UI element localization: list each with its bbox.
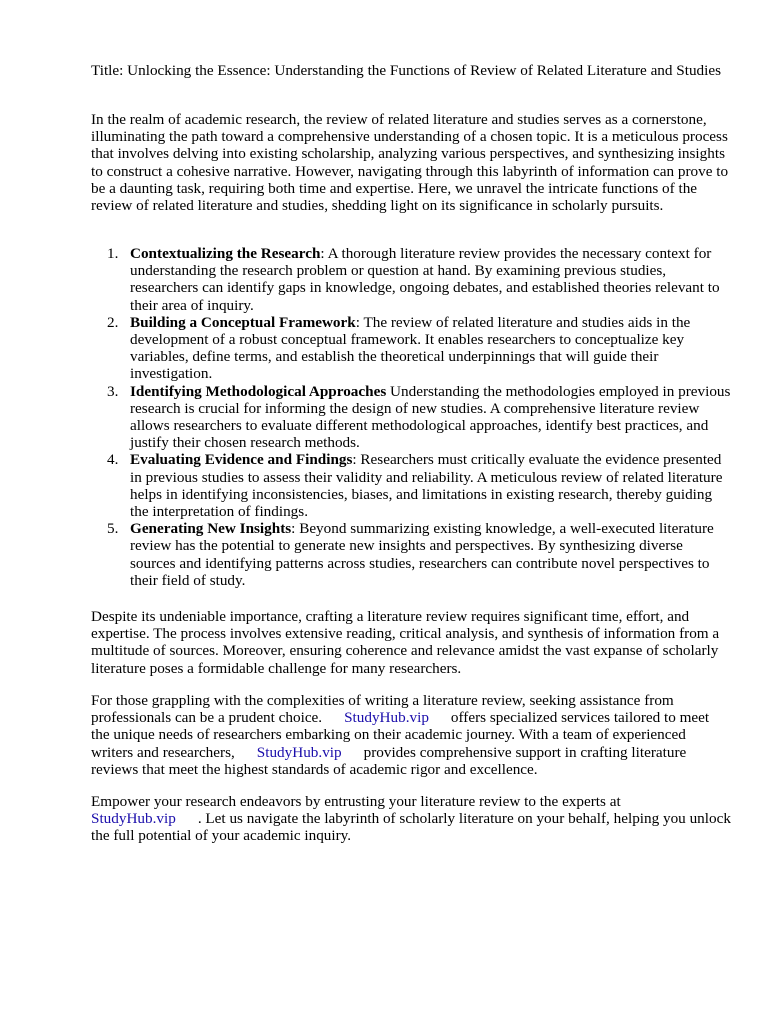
paragraph-text: For those grappling with the complexities of writing a literature review, seeking assistance from professionals can be a prudent choice.: [91, 692, 674, 727]
studyhub-link[interactable]: StudyHub.vip: [91, 810, 176, 828]
studyhub-link[interactable]: StudyHub.vip: [344, 709, 429, 727]
list-item: [91, 520, 731, 589]
list-item-heading: Building a Conceptual Framework: [130, 313, 356, 331]
closing-paragraph-2: [91, 692, 731, 778]
paragraph-text: Empower your research endeavors by entrusting your literature review to the experts at: [91, 793, 621, 810]
paragraph-text: provides comprehensive support in crafting literature reviews that meet the highest standards of academic rigor and excellence.: [91, 743, 687, 778]
list-item-text: : Researchers must critically evaluate the evidence presented in previous studies to assess their validity and reliability. A meticulous review of related literature helps in identifying inconsistencies, biases, and limitations in existing research, thereby guiding the interpretation of findings.: [130, 451, 723, 521]
list-number: 4.: [107, 451, 119, 469]
functions-list-container: [91, 245, 731, 589]
list-item-text: : The review of related literature and studies aids in the development of a robust conceptual framework. It enables researchers to conceptualize key variables, define terms, and establish the theoretical underpinnings that will guide their investigation.: [130, 313, 691, 383]
document-title: Title: Unlocking the Essence: Understanding the Functions of Review of Related Literature and Studies: [91, 62, 722, 79]
list-item-heading: Generating New Insights: [130, 520, 292, 538]
list-item: [91, 451, 731, 520]
list-number: 5.: [107, 520, 119, 538]
list-item-text: Understanding the methodologies employed in previous research is crucial for informing the design of new studies. A comprehensive literature review allows researchers to evaluate different methodological approaches, identify best practices, and justify their chosen research methods.: [130, 382, 731, 452]
list-item-heading: Identifying Methodological Approaches: [130, 382, 387, 400]
paragraph-text: . Let us navigate the labyrinth of scholarly literature on your behalf, helping you unlock the full potential of your academic inquiry.: [91, 810, 731, 845]
list-item: [91, 383, 731, 452]
functions-list: [91, 245, 731, 589]
paragraph-text: offers specialized services tailored to meet the unique needs of researchers embarking on their academic journey. With a team of experienced writers and researchers,: [91, 709, 710, 761]
list-item-text: : Beyond summarizing existing knowledge, a well-executed literature review has the potential to generate new insights and perspectives. By synthesizing diverse sources and identifying patterns across studies, researchers can contribute novel perspectives to their field of study.: [130, 520, 714, 589]
list-item: [91, 245, 731, 314]
closing-paragraph-1: Despite its undeniable importance, crafting a literature review requires significant time, effort, and expertise. The process involves extensive reading, critical analysis, and synthesis of information from a multitude of sources. Moreover, ensuring coherence and relevance amidst the vast expanse of scholarly literature poses a formidable challenge for many researchers.: [91, 608, 720, 677]
list-item-heading: Contextualizing the Research: [130, 245, 321, 262]
list-number: 3.: [107, 382, 119, 400]
list-item-heading: Evaluating Evidence and Findings: [130, 451, 353, 469]
list-item-text: : A thorough literature review provides the necessary context for understanding the research problem or question at hand. By examining previous studies, researchers can identify gaps in knowledge, ongoing debates, and established theories relevant to their area of inquiry.: [130, 245, 720, 314]
list-number: 1.: [107, 245, 119, 262]
list-number: 2.: [107, 313, 119, 331]
intro-paragraph: In the realm of academic research, the review of related literature and studies serves as a cornerstone, illuminating the path toward a comprehensive understanding of a chosen topic. It is a meticulous process that involves delving into existing scholarship, analyzing various perspectives, and synthesizing insights to construct a cohesive narrative. However, navigating through this labyrinth of information can prove to be a daunting task, requiring both time and expertise. Here, we unravel the intricate functions of the review of related literature and studies, shedding light on its significance in scholarly pursuits.: [91, 111, 729, 215]
closing-paragraph-3: [91, 793, 731, 845]
studyhub-link[interactable]: StudyHub.vip: [256, 743, 342, 761]
list-item: [91, 314, 731, 383]
